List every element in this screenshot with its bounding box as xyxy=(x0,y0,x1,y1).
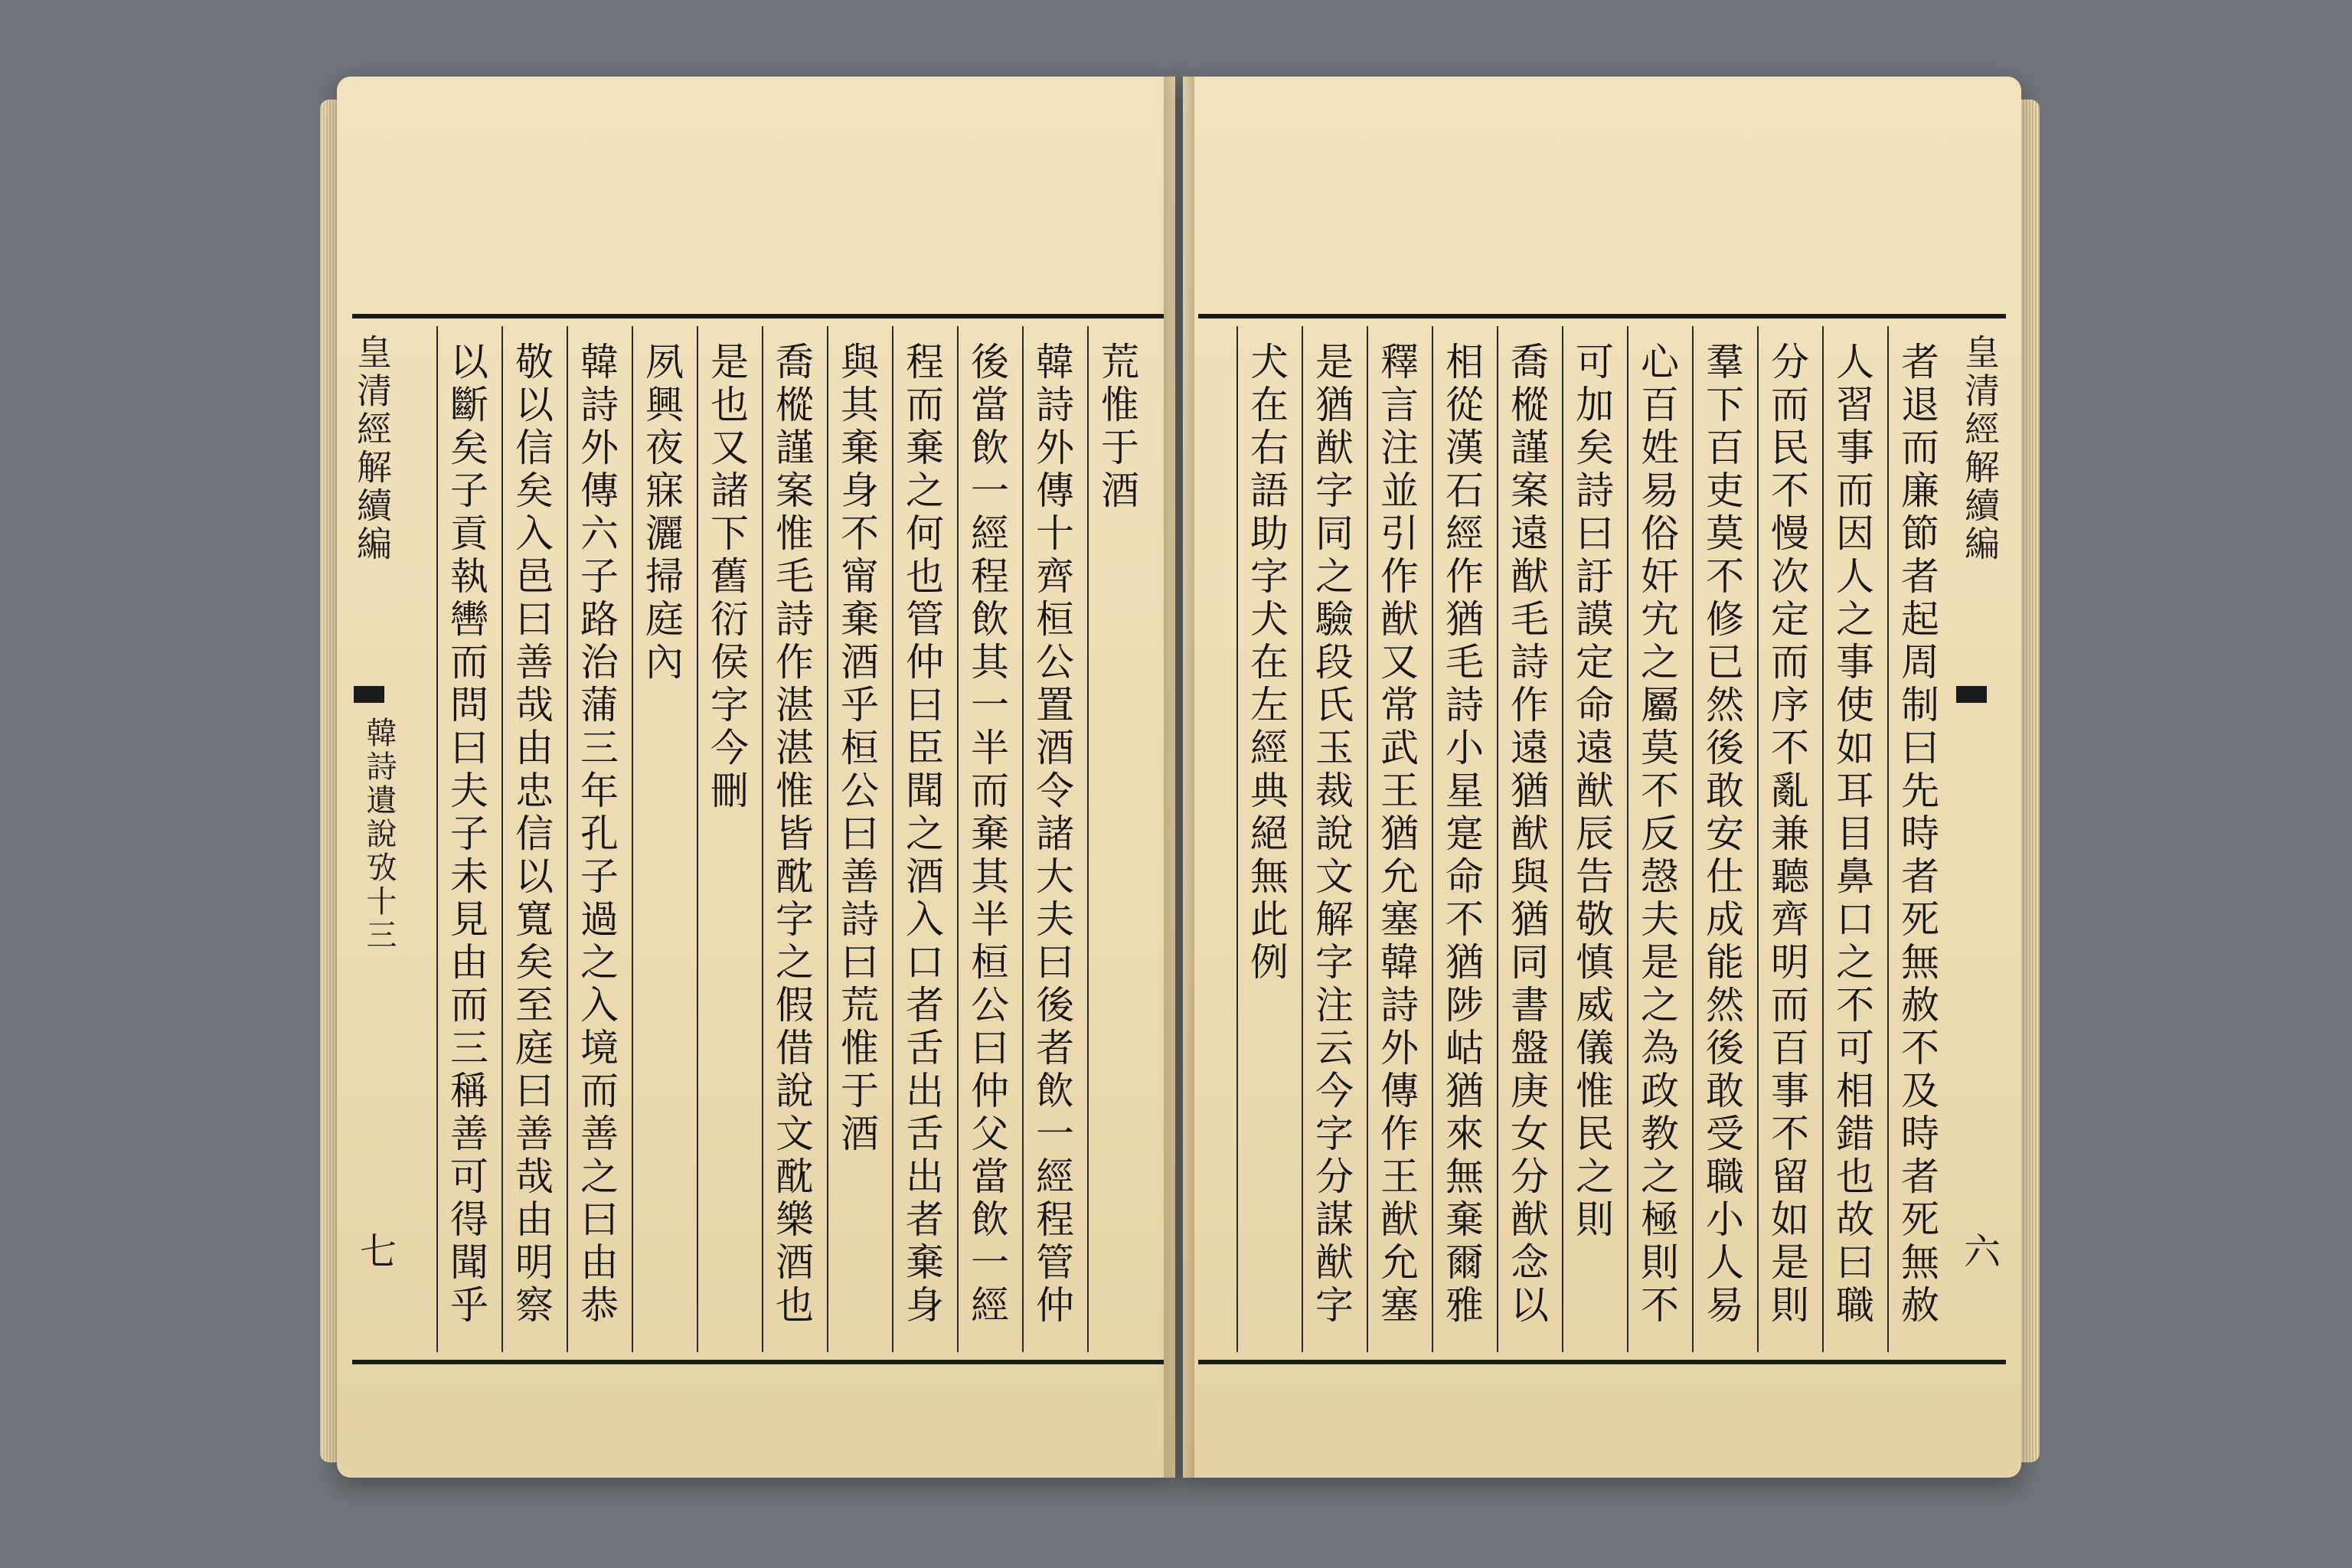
column-text: 羣下百吏莫不修已然後敢安仕成能然後敢受職小人易 xyxy=(1700,341,1744,1328)
column-text: 釋言注並引作猷又常武王猶允塞韓詩外傳作王猷允塞 xyxy=(1374,341,1419,1328)
column xyxy=(1887,326,1945,1352)
column-text: 韓詩外傳十齊桓公置酒令諸大夫曰後者飲一經程管仲 xyxy=(1030,341,1074,1328)
column-text: 相從漢石經作猶毛詩小星寔命不猶陟岵猶來無棄爾雅 xyxy=(1439,341,1484,1328)
column-text: 韓詩外傳六子路治蒲三年孔子過之入境而善之曰由恭 xyxy=(574,341,619,1328)
column-text: 喬樅謹案惟毛詩作湛湛惟皆酖字之假借說文酖樂酒也 xyxy=(769,341,814,1328)
column xyxy=(1497,326,1555,1352)
column-text: 犬在右語助字犬在左經典絕無此例 xyxy=(1244,341,1289,985)
left-page-text-block xyxy=(352,314,1164,1364)
right-page-number: 六 xyxy=(1964,1230,2001,1273)
book-gutter xyxy=(1164,77,1194,1478)
column xyxy=(1627,326,1685,1352)
column xyxy=(1822,326,1880,1352)
column xyxy=(501,326,560,1352)
column xyxy=(1236,326,1295,1352)
column-text: 者退而廉節者起周制曰先時者死無赦不及時者死無赦 xyxy=(1895,341,1939,1328)
column xyxy=(892,326,950,1352)
column xyxy=(1022,326,1080,1352)
column-text: 程而棄之何也管仲曰臣聞之酒入口者舌出舌出者棄身 xyxy=(900,341,944,1328)
column xyxy=(957,326,1015,1352)
column xyxy=(697,326,755,1352)
left-margin-subtitle: 韓詩遺說攷十三 xyxy=(361,717,397,952)
column xyxy=(1367,326,1425,1352)
column-text: 心百姓易俗奸宄之屬莫不反愨夫是之為政教之極則不 xyxy=(1635,341,1679,1328)
column xyxy=(827,326,885,1352)
column xyxy=(567,326,625,1352)
column-text: 可加矣詩曰訏謨定命遠猷辰告敬慎威儀惟民之則 xyxy=(1570,341,1614,1242)
column xyxy=(1302,326,1360,1352)
left-fish-tail-mark xyxy=(354,686,384,703)
right-margin-title: 皇清經解續編 xyxy=(1959,334,2001,564)
column-text: 後當飲一經程飲其一半而棄其半桓公曰仲父當飲一經 xyxy=(965,341,1009,1328)
right-page-text-block xyxy=(1198,314,2006,1364)
open-book xyxy=(337,77,2021,1516)
column-text: 荒惟于酒 xyxy=(1095,341,1139,513)
right-fish-tail-mark xyxy=(1956,686,1987,703)
column xyxy=(1087,326,1145,1352)
column-text: 與其棄身不甯棄酒乎桓公曰善詩曰荒惟于酒 xyxy=(835,341,879,1156)
column xyxy=(632,326,690,1352)
column xyxy=(1432,326,1490,1352)
column xyxy=(436,326,495,1352)
column xyxy=(1562,326,1620,1352)
column-text: 夙興夜寐灑掃庭內 xyxy=(639,341,684,684)
column xyxy=(762,326,820,1352)
column-text: 分而民不慢次定而序不亂兼聽齊明而百事不留如是則 xyxy=(1765,341,1809,1328)
column-text: 敬以信矣入邑曰善哉由忠信以寬矣至庭曰善哉由明察 xyxy=(509,341,554,1328)
column-text: 人習事而因人之事使如耳目鼻口之不可相錯也故曰職 xyxy=(1830,341,1874,1328)
column-text: 喬樅謹案遠猷毛詩作遠猶猷與猶同書盤庚女分猷念以 xyxy=(1504,341,1549,1328)
column xyxy=(1757,326,1815,1352)
column-text: 是也又諸下舊衍侯字今刪 xyxy=(704,341,749,813)
left-page-number: 七 xyxy=(360,1230,397,1273)
column xyxy=(1692,326,1750,1352)
column-text: 以斷矣子貢執轡而問曰夫子未見由而三稱善可得聞乎 xyxy=(444,341,488,1328)
column-text: 是猶猷字同之驗段氏玉裁說文解字注云今字分謀猷字 xyxy=(1309,341,1354,1328)
left-margin-title: 皇清經解續編 xyxy=(351,334,393,564)
